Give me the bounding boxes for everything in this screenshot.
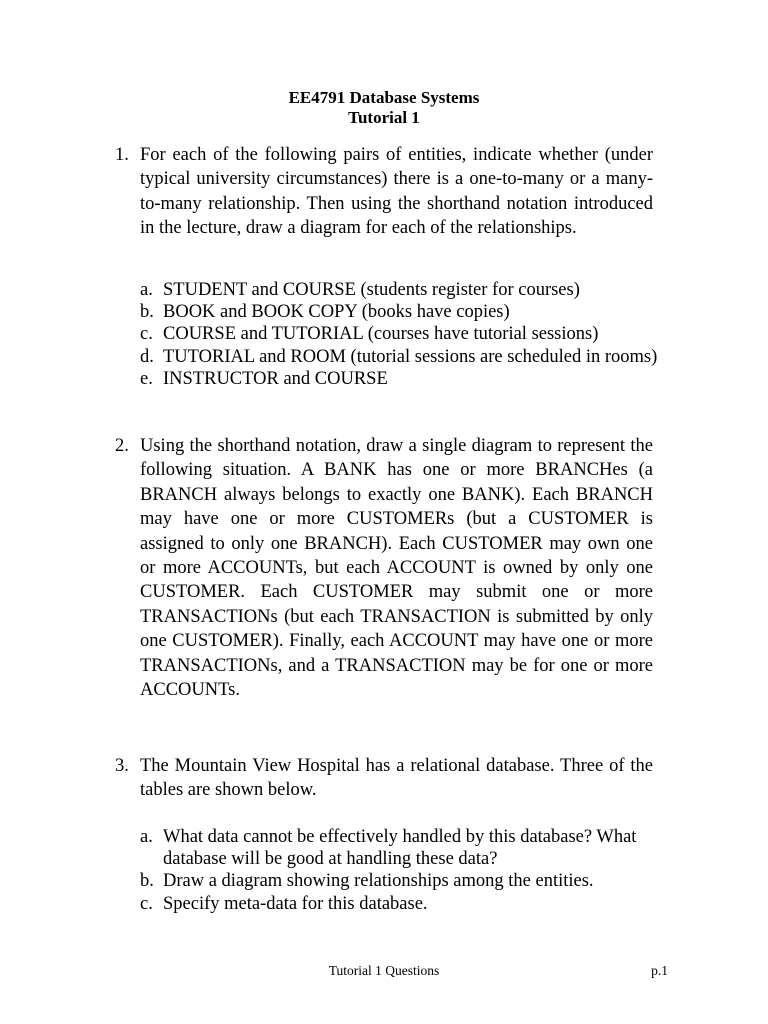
- question-1-subitems: [140, 279, 660, 390]
- footer-label: Tutorial 1 Questions: [328, 963, 440, 978]
- list-item: [140, 826, 660, 870]
- subitem-text: BOOK and BOOK COPY (books have copies): [163, 302, 510, 323]
- subitem-letter: c.: [140, 893, 153, 914]
- question-3: [115, 754, 653, 803]
- question-number: 3.: [115, 756, 129, 776]
- question-3-subitems: [140, 826, 660, 915]
- question-number: 2.: [115, 436, 129, 456]
- subitem-text: INSTRUCTOR and COURSE: [163, 368, 388, 389]
- subitem-letter: d.: [140, 346, 154, 367]
- page-number: p.1: [651, 963, 668, 978]
- list-item: [140, 323, 660, 345]
- subitem-text: Specify meta-data for this database.: [163, 893, 428, 914]
- subitem-letter: b.: [140, 871, 154, 892]
- course-title: EE4791 Database Systems: [288, 88, 480, 107]
- subitem-text: STUDENT and COURSE (students register for courses): [163, 280, 580, 300]
- list-item: [140, 346, 660, 368]
- subitem-letter: a.: [140, 827, 153, 847]
- question-1: [115, 143, 653, 241]
- list-item: [140, 870, 660, 892]
- list-item: [140, 279, 660, 301]
- list-item: [140, 893, 660, 915]
- question-2: [115, 434, 653, 702]
- subitem-letter: c.: [140, 324, 153, 345]
- subitem-text: COURSE and TUTORIAL (courses have tutorial sessions): [163, 324, 599, 345]
- tutorial-title: Tutorial 1: [348, 108, 420, 127]
- subitem-letter: a.: [140, 280, 153, 300]
- subitem-text: Draw a diagram showing relationships among the entities.: [163, 871, 594, 892]
- question-text: The Mountain View Hospital has a relational database. Three of the tables are shown below.: [140, 756, 653, 801]
- question-text: For each of the following pairs of entities, indicate whether (under typical university circumstances) there is a one-to-many or a many-to-many relationship. Then using the shorthand notation introduced in the lecture, draw a diagram for each of the relationships.: [140, 145, 653, 239]
- question-number: 1.: [115, 145, 129, 165]
- question-text: Using the shorthand notation, draw a single diagram to represent the following situation. A BANK has one or more BRANCHes (a BRANCH always belongs to exactly one BANK). Each BRANCH may have one or more CUSTOMERs (but a CUSTOMER is assigned to only one BRANCH). Each CUSTOMER may own one or more ACCOUNTs, but each ACCOUNT is owned by only one CUSTOMER. Each CUSTOMER may submit one or more TRANSACTIONs (but each TRANSACTION is submitted by only one CUSTOMER). Finally, each ACCOUNT may have one or more TRANSACTIONs, and a TRANSACTION may be for one or more ACCOUNTs.: [140, 436, 653, 701]
- subitem-text: What data cannot be effectively handled by this database? What database will be good at handling these data?: [163, 827, 637, 870]
- list-item: [140, 301, 660, 323]
- list-item: [140, 368, 660, 390]
- subitem-text: TUTORIAL and ROOM (tutorial sessions are scheduled in rooms): [163, 346, 658, 367]
- subitem-letter: b.: [140, 302, 154, 323]
- subitem-letter: e.: [140, 368, 153, 389]
